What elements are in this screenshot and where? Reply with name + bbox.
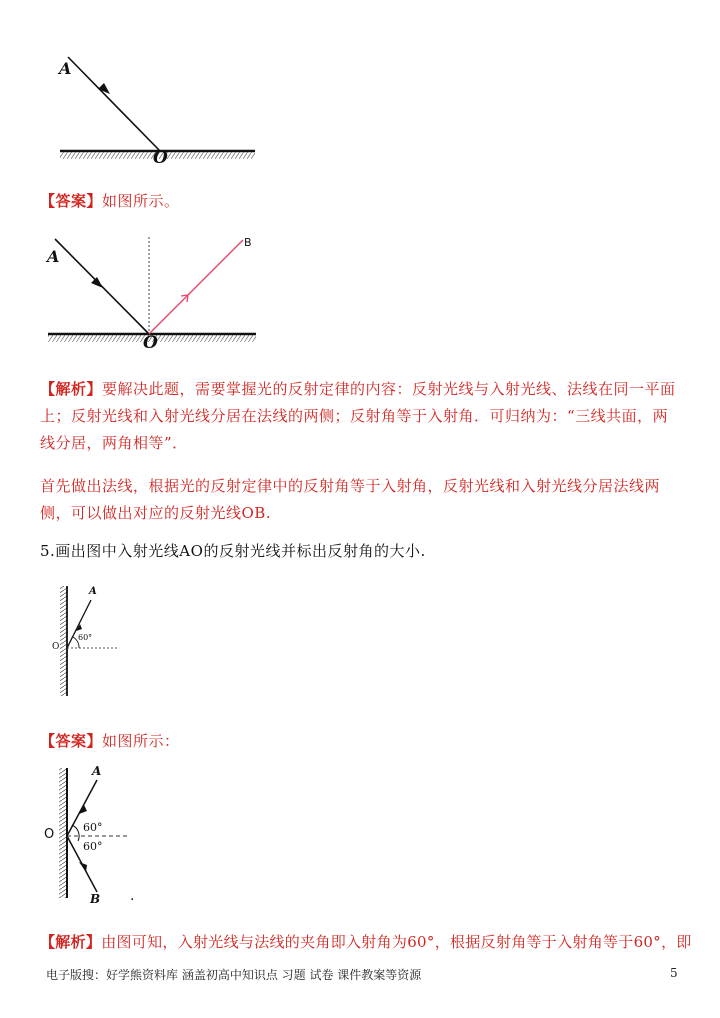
- label-a: A: [89, 586, 97, 597]
- label-o: O: [52, 642, 60, 652]
- mirror-hatching: [60, 586, 67, 696]
- angle-label-reflected: 60°: [83, 840, 103, 853]
- analysis-tag: 【解析】: [40, 380, 103, 398]
- answer-1: [40, 188, 180, 215]
- incident-arrow: [98, 83, 110, 94]
- analysis-tag: 【解析】: [40, 933, 102, 951]
- angle-label: 60°: [78, 633, 93, 642]
- answer-tag: 【答案】: [40, 192, 103, 210]
- label-a: A: [59, 59, 72, 78]
- label-o: O: [153, 148, 168, 168]
- footer-text: 电子版搜：好学熊资料库 涵盖初高中知识点 习题 试卷 课件教案等资源: [46, 968, 422, 982]
- analysis-1-paragraph-2: 首先做出法线，根据光的反射定律中的反射角等于入射角，反射光线和入射光线分居法线两侧，可以做出对应的反射光线OB.: [40, 477, 661, 522]
- figure-1: [55, 45, 265, 170]
- mirror-hatching: [59, 768, 67, 898]
- angle-arc: [72, 825, 79, 841]
- label-o: O: [143, 333, 158, 353]
- incident-ray-ao: [68, 57, 160, 151]
- page-number: 5: [670, 966, 678, 980]
- reflected-ray-ob: [149, 240, 243, 334]
- figure-2: [45, 233, 260, 358]
- label-b: B: [244, 236, 252, 249]
- answer-2: [40, 728, 180, 755]
- label-a: A: [92, 764, 102, 778]
- figure-3: [52, 582, 132, 700]
- trailing-dot: .: [130, 888, 135, 904]
- angle-label-incident: 60°: [83, 821, 103, 834]
- reflected-arrow: [79, 862, 87, 872]
- label-o: O: [44, 827, 55, 842]
- analysis-2: [40, 929, 692, 956]
- incident-arrow: [91, 277, 103, 288]
- analysis-1: [40, 376, 682, 457]
- figure-4-drawing: [50, 764, 150, 908]
- analysis-paragraph-1: 要解决此题，需要掌握光的反射定律的内容：反射光线与入射光线、法线在同一平面上；反射光线和入射光线分居在法线的两侧；反射角等于入射角．可归纳为：“三线共面，两线分居，两角相等”．: [40, 380, 676, 452]
- analysis-text: 由图可知，入射光线与法线的夹角即入射角为60°，根据反射角等于入射角等于60°，即: [101, 933, 692, 951]
- answer-text: 如图所示：: [102, 732, 180, 750]
- label-b: B: [90, 892, 101, 906]
- answer-tag: 【答案】: [40, 732, 103, 750]
- label-a: A: [47, 247, 60, 266]
- question-5: 5.画出图中入射光线AO的反射光线并标出反射角的大小.: [40, 542, 426, 560]
- figure-4: [44, 764, 150, 908]
- answer-text: 如图所示。: [102, 192, 180, 210]
